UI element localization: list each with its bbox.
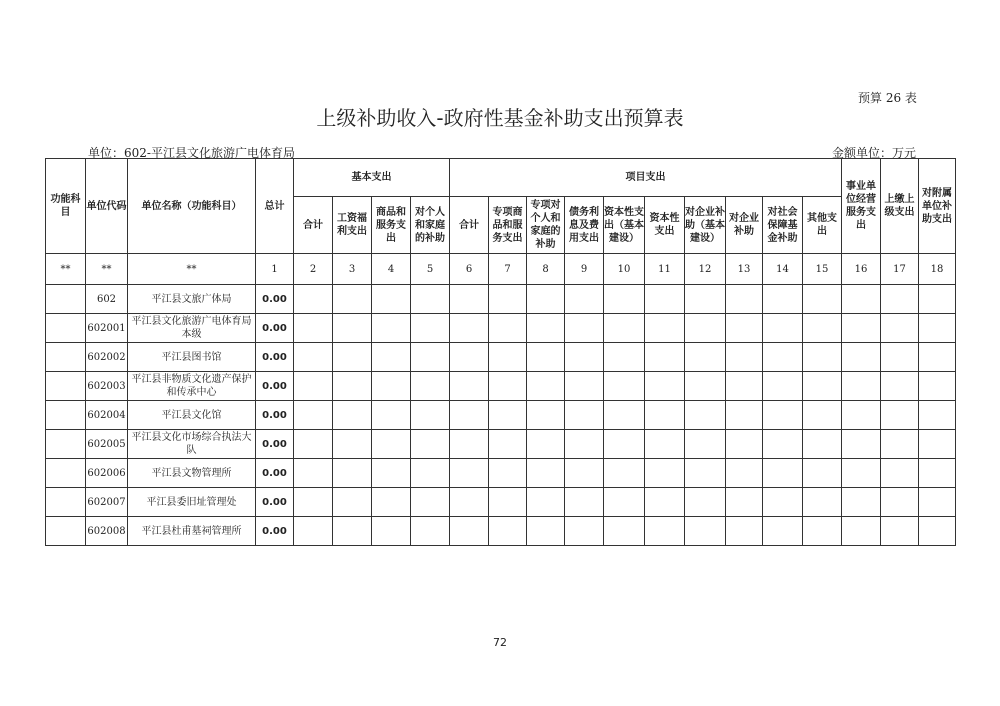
amount-cell bbox=[881, 517, 919, 546]
amount-cell bbox=[919, 430, 956, 459]
table-row bbox=[46, 430, 956, 459]
amount-cell bbox=[489, 430, 527, 459]
amount-cell bbox=[685, 285, 726, 314]
index-cell: ** bbox=[128, 254, 256, 285]
name-cell: 平江县委旧址管理处 bbox=[128, 488, 256, 517]
amount-cell bbox=[527, 488, 565, 517]
amount-cell bbox=[489, 488, 527, 517]
amount-cell bbox=[489, 343, 527, 372]
func-cell bbox=[46, 285, 86, 314]
amount-cell bbox=[645, 314, 685, 343]
amount-cell bbox=[881, 343, 919, 372]
func-cell bbox=[46, 314, 86, 343]
amount-cell bbox=[645, 372, 685, 401]
amount-cell bbox=[450, 314, 489, 343]
amount-cell bbox=[763, 314, 803, 343]
func-cell bbox=[46, 459, 86, 488]
amount-cell bbox=[372, 517, 411, 546]
amount-cell bbox=[604, 488, 645, 517]
amount-cell bbox=[842, 285, 881, 314]
amount-cell bbox=[527, 401, 565, 430]
code-cell: 602006 bbox=[86, 459, 128, 488]
amount-cell bbox=[604, 517, 645, 546]
amount-cell bbox=[527, 459, 565, 488]
total-cell: 0.00 bbox=[256, 372, 294, 401]
amount-cell bbox=[919, 517, 956, 546]
amount-cell bbox=[372, 459, 411, 488]
header-tail-2: 上缴上级支出 bbox=[881, 159, 919, 254]
amount-cell bbox=[726, 488, 763, 517]
amount-cell bbox=[645, 430, 685, 459]
amount-cell bbox=[333, 372, 372, 401]
amount-cell bbox=[919, 372, 956, 401]
amount-cell bbox=[333, 401, 372, 430]
amount-cell bbox=[411, 401, 450, 430]
amount-cell bbox=[527, 314, 565, 343]
amount-cell bbox=[881, 459, 919, 488]
table-row bbox=[46, 488, 956, 517]
amount-cell bbox=[803, 401, 842, 430]
amount-cell bbox=[685, 314, 726, 343]
amount-cell bbox=[726, 459, 763, 488]
amount-cell bbox=[881, 488, 919, 517]
amount-cell bbox=[726, 430, 763, 459]
amount-cell bbox=[411, 372, 450, 401]
amount-cell bbox=[726, 285, 763, 314]
amount-cell bbox=[489, 401, 527, 430]
index-row bbox=[46, 254, 956, 285]
amount-cell bbox=[411, 488, 450, 517]
index-cell: 12 bbox=[685, 254, 726, 285]
header-project-10: 其他支出 bbox=[803, 197, 842, 254]
amount-cell bbox=[294, 459, 333, 488]
amount-cell bbox=[842, 488, 881, 517]
amount-cell bbox=[842, 459, 881, 488]
name-cell: 平江县文化旅游广电体育局本级 bbox=[128, 314, 256, 343]
func-cell bbox=[46, 343, 86, 372]
index-cell: 1 bbox=[256, 254, 294, 285]
func-cell bbox=[46, 517, 86, 546]
amount-cell bbox=[685, 401, 726, 430]
header-project-6: 资本性支出 bbox=[645, 197, 685, 254]
amount-cell bbox=[919, 459, 956, 488]
index-cell: 16 bbox=[842, 254, 881, 285]
amount-cell bbox=[450, 285, 489, 314]
total-cell: 0.00 bbox=[256, 401, 294, 430]
header-basic-2: 工资福利支出 bbox=[333, 197, 372, 254]
total-cell: 0.00 bbox=[256, 285, 294, 314]
unit-label: 单位：602-平江县文化旅游广电体育局 bbox=[88, 146, 295, 160]
name-cell: 平江县图书馆 bbox=[128, 343, 256, 372]
total-cell: 0.00 bbox=[256, 314, 294, 343]
amount-cell bbox=[333, 343, 372, 372]
index-cell: ** bbox=[86, 254, 128, 285]
amount-cell bbox=[645, 285, 685, 314]
amount-cell bbox=[763, 372, 803, 401]
func-cell bbox=[46, 488, 86, 517]
amount-cell bbox=[411, 343, 450, 372]
amount-cell bbox=[450, 517, 489, 546]
amount-cell bbox=[294, 285, 333, 314]
index-cell: 13 bbox=[726, 254, 763, 285]
amount-cell bbox=[604, 285, 645, 314]
index-cell: 9 bbox=[565, 254, 604, 285]
header-basic-3: 商品和服务支出 bbox=[372, 197, 411, 254]
amount-cell bbox=[294, 401, 333, 430]
header-project-2: 专项商品和服务支出 bbox=[489, 197, 527, 254]
func-cell bbox=[46, 430, 86, 459]
amount-cell bbox=[527, 343, 565, 372]
header-basic-group: 基本支出 bbox=[294, 159, 450, 197]
total-cell: 0.00 bbox=[256, 459, 294, 488]
index-cell: 5 bbox=[411, 254, 450, 285]
amount-cell bbox=[565, 372, 604, 401]
amount-cell bbox=[489, 517, 527, 546]
total-cell: 0.00 bbox=[256, 488, 294, 517]
amount-cell bbox=[294, 343, 333, 372]
table-row bbox=[46, 372, 956, 401]
total-cell: 0.00 bbox=[256, 343, 294, 372]
amount-cell bbox=[565, 517, 604, 546]
amount-cell bbox=[685, 430, 726, 459]
amount-cell bbox=[803, 459, 842, 488]
name-cell: 平江县非物质文化遗产保护和传承中心 bbox=[128, 372, 256, 401]
amount-cell bbox=[685, 372, 726, 401]
amount-cell bbox=[726, 372, 763, 401]
amount-cell bbox=[919, 285, 956, 314]
table-row bbox=[46, 285, 956, 314]
amount-cell bbox=[803, 430, 842, 459]
amount-cell bbox=[411, 285, 450, 314]
amount-cell bbox=[645, 517, 685, 546]
code-cell: 602005 bbox=[86, 430, 128, 459]
amount-cell bbox=[803, 343, 842, 372]
amount-unit-label: 金额单位：万元 bbox=[832, 146, 917, 160]
amount-cell bbox=[842, 401, 881, 430]
code-cell: 602 bbox=[86, 285, 128, 314]
amount-cell bbox=[604, 314, 645, 343]
amount-cell bbox=[294, 488, 333, 517]
amount-cell bbox=[726, 314, 763, 343]
amount-cell bbox=[881, 430, 919, 459]
amount-cell bbox=[294, 372, 333, 401]
amount-cell bbox=[450, 343, 489, 372]
header-code: 单位代码 bbox=[86, 159, 128, 254]
code-cell: 602001 bbox=[86, 314, 128, 343]
header-tail-3: 对附属单位补助支出 bbox=[919, 159, 956, 254]
amount-cell bbox=[685, 459, 726, 488]
amount-cell bbox=[527, 285, 565, 314]
amount-cell bbox=[411, 314, 450, 343]
amount-cell bbox=[604, 401, 645, 430]
amount-cell bbox=[726, 517, 763, 546]
amount-cell bbox=[604, 343, 645, 372]
index-cell: 4 bbox=[372, 254, 411, 285]
table-number: 预算 26 表 bbox=[858, 91, 917, 105]
amount-cell bbox=[842, 430, 881, 459]
amount-cell bbox=[842, 372, 881, 401]
amount-cell bbox=[565, 343, 604, 372]
amount-cell bbox=[881, 372, 919, 401]
amount-cell bbox=[763, 285, 803, 314]
amount-cell bbox=[372, 314, 411, 343]
index-cell: 8 bbox=[527, 254, 565, 285]
amount-cell bbox=[881, 314, 919, 343]
amount-cell bbox=[685, 343, 726, 372]
header-tail-1: 事业单位经营服务支出 bbox=[842, 159, 881, 254]
table-row bbox=[46, 314, 956, 343]
amount-cell bbox=[726, 401, 763, 430]
amount-cell bbox=[645, 459, 685, 488]
index-cell: ** bbox=[46, 254, 86, 285]
index-cell: 14 bbox=[763, 254, 803, 285]
amount-cell bbox=[919, 488, 956, 517]
header-basic-4: 对个人和家庭的补助 bbox=[411, 197, 450, 254]
header-project-9: 对社会保障基金补助 bbox=[763, 197, 803, 254]
table-row bbox=[46, 343, 956, 372]
amount-cell bbox=[372, 343, 411, 372]
amount-cell bbox=[685, 488, 726, 517]
amount-cell bbox=[763, 459, 803, 488]
page-number: 72 bbox=[493, 636, 507, 649]
amount-cell bbox=[919, 343, 956, 372]
index-cell: 2 bbox=[294, 254, 333, 285]
name-cell: 平江县文物管理所 bbox=[128, 459, 256, 488]
amount-cell bbox=[294, 430, 333, 459]
header-project-8: 对企业补助 bbox=[726, 197, 763, 254]
name-cell: 平江县文旅广体局 bbox=[128, 285, 256, 314]
header-project-7: 对企业补助（基本建设） bbox=[685, 197, 726, 254]
index-cell: 7 bbox=[489, 254, 527, 285]
header-project-4: 债务利息及费用支出 bbox=[565, 197, 604, 254]
table-body bbox=[46, 254, 956, 546]
amount-cell bbox=[527, 372, 565, 401]
amount-cell bbox=[803, 488, 842, 517]
index-cell: 18 bbox=[919, 254, 956, 285]
page-title: 上级补助收入-政府性基金补助支出预算表 bbox=[316, 106, 684, 130]
amount-cell bbox=[372, 430, 411, 459]
amount-cell bbox=[645, 343, 685, 372]
amount-cell bbox=[645, 488, 685, 517]
amount-cell bbox=[842, 314, 881, 343]
amount-cell bbox=[372, 488, 411, 517]
index-cell: 15 bbox=[803, 254, 842, 285]
amount-cell bbox=[527, 517, 565, 546]
amount-cell bbox=[333, 430, 372, 459]
amount-cell bbox=[294, 314, 333, 343]
amount-cell bbox=[919, 314, 956, 343]
amount-cell bbox=[763, 401, 803, 430]
amount-cell bbox=[645, 401, 685, 430]
table-row bbox=[46, 401, 956, 430]
amount-cell bbox=[604, 430, 645, 459]
amount-cell bbox=[803, 314, 842, 343]
index-cell: 10 bbox=[604, 254, 645, 285]
amount-cell bbox=[294, 517, 333, 546]
amount-cell bbox=[333, 285, 372, 314]
amount-cell bbox=[489, 314, 527, 343]
header-project-1: 合计 bbox=[450, 197, 489, 254]
amount-cell bbox=[411, 430, 450, 459]
amount-cell bbox=[842, 343, 881, 372]
amount-cell bbox=[565, 488, 604, 517]
table-row bbox=[46, 517, 956, 546]
amount-cell bbox=[333, 314, 372, 343]
header-func: 功能科目 bbox=[46, 159, 86, 254]
amount-cell bbox=[803, 372, 842, 401]
amount-cell bbox=[333, 517, 372, 546]
amount-cell bbox=[372, 285, 411, 314]
amount-cell bbox=[372, 401, 411, 430]
index-cell: 17 bbox=[881, 254, 919, 285]
amount-cell bbox=[411, 517, 450, 546]
amount-cell bbox=[565, 401, 604, 430]
code-cell: 602008 bbox=[86, 517, 128, 546]
name-cell: 平江县杜甫墓祠管理所 bbox=[128, 517, 256, 546]
amount-cell bbox=[489, 459, 527, 488]
amount-cell bbox=[803, 517, 842, 546]
total-cell: 0.00 bbox=[256, 517, 294, 546]
amount-cell bbox=[372, 372, 411, 401]
index-cell: 3 bbox=[333, 254, 372, 285]
amount-cell bbox=[881, 285, 919, 314]
total-cell: 0.00 bbox=[256, 430, 294, 459]
code-cell: 602003 bbox=[86, 372, 128, 401]
amount-cell bbox=[489, 372, 527, 401]
amount-cell bbox=[604, 459, 645, 488]
amount-cell bbox=[763, 430, 803, 459]
amount-cell bbox=[333, 459, 372, 488]
amount-cell bbox=[842, 517, 881, 546]
amount-cell bbox=[333, 488, 372, 517]
amount-cell bbox=[450, 459, 489, 488]
func-cell bbox=[46, 372, 86, 401]
amount-cell bbox=[881, 401, 919, 430]
amount-cell bbox=[763, 488, 803, 517]
amount-cell bbox=[489, 285, 527, 314]
amount-cell bbox=[726, 343, 763, 372]
code-cell: 602002 bbox=[86, 343, 128, 372]
amount-cell bbox=[565, 459, 604, 488]
header-project-group: 项目支出 bbox=[450, 159, 842, 197]
budget-table bbox=[45, 158, 956, 546]
amount-cell bbox=[763, 343, 803, 372]
header-name: 单位名称（功能科目） bbox=[128, 159, 256, 254]
amount-cell bbox=[803, 285, 842, 314]
index-cell: 6 bbox=[450, 254, 489, 285]
amount-cell bbox=[565, 314, 604, 343]
amount-cell bbox=[685, 517, 726, 546]
header-project-5: 资本性支出（基本建设） bbox=[604, 197, 645, 254]
table-row bbox=[46, 459, 956, 488]
amount-cell bbox=[565, 285, 604, 314]
code-cell: 602004 bbox=[86, 401, 128, 430]
amount-cell bbox=[450, 401, 489, 430]
code-cell: 602007 bbox=[86, 488, 128, 517]
amount-cell bbox=[919, 401, 956, 430]
func-cell bbox=[46, 401, 86, 430]
header-total: 总计 bbox=[256, 159, 294, 254]
header-basic-1: 合计 bbox=[294, 197, 333, 254]
index-cell: 11 bbox=[645, 254, 685, 285]
amount-cell bbox=[527, 430, 565, 459]
amount-cell bbox=[450, 372, 489, 401]
name-cell: 平江县文化市场综合执法大队 bbox=[128, 430, 256, 459]
name-cell: 平江县文化馆 bbox=[128, 401, 256, 430]
amount-cell bbox=[763, 517, 803, 546]
amount-cell bbox=[411, 459, 450, 488]
amount-cell bbox=[450, 430, 489, 459]
amount-cell bbox=[565, 430, 604, 459]
amount-cell bbox=[604, 372, 645, 401]
header-project-3: 专项对个人和家庭的补助 bbox=[527, 197, 565, 254]
amount-cell bbox=[450, 488, 489, 517]
